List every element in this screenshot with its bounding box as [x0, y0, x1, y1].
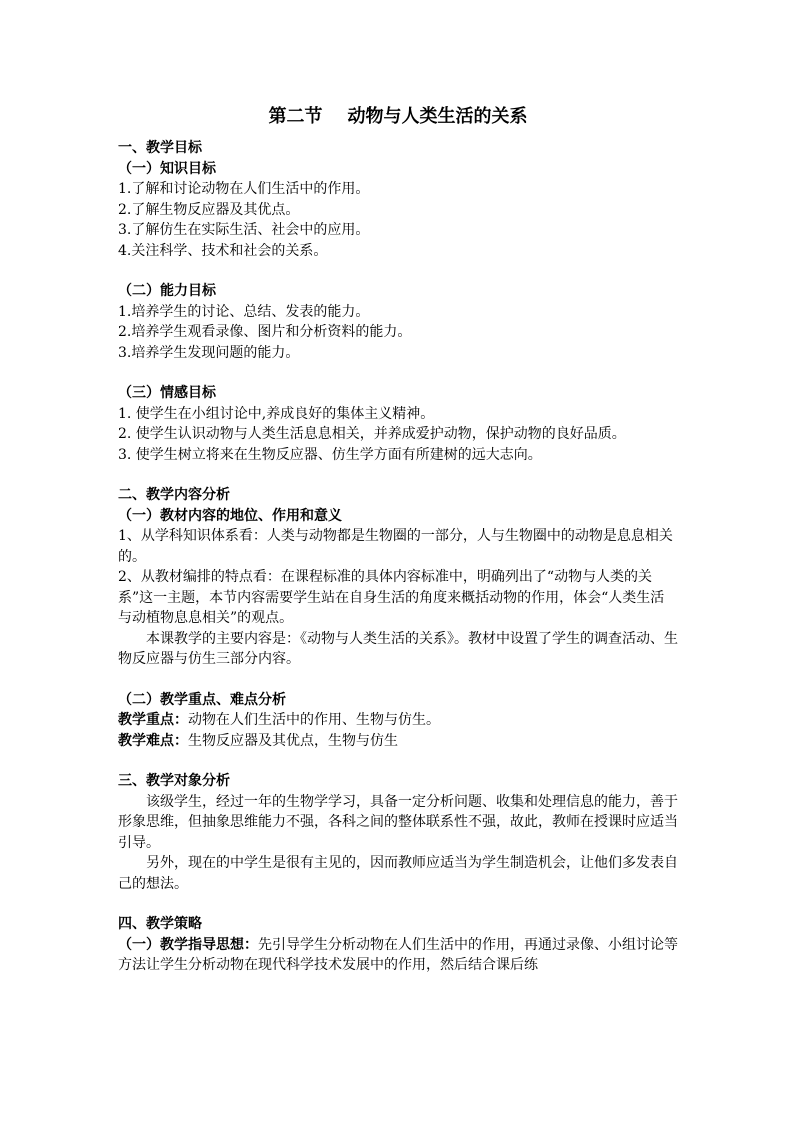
guiding-idea-label: （一）教学指导思想：	[118, 936, 258, 953]
difficult-point-text: 生物反应器及其优点，生物与仿生	[188, 732, 398, 749]
paragraph: 另外，现在的中学生是很有主见的，因而教师应适当为学生制造机会，让他们多发表自己的想法。	[118, 855, 678, 892]
guiding-idea-text: 先引导学生分析动物在人们生活中的作用，再通过录像、小组讨论等方法让学生分析动物在现代科学技术发展中的作用，然后结合课后练	[118, 936, 678, 973]
paragraph	[118, 935, 678, 976]
difficult-point-line	[118, 731, 678, 752]
list-item: 2、从教材编排的特点看：在课程标准的具体内容标准中，明确列出了“动物与人类的关系”这一主题，本节内容需要学生站在自身生活的角度来概括动物的作用，体会“人类生活与动植物息息相关”的观点。	[118, 569, 665, 626]
spacer	[118, 363, 678, 383]
subheading-knowledge-goals: （一）知识目标	[118, 160, 216, 177]
spacer	[118, 751, 678, 771]
key-point-line	[118, 710, 678, 731]
list-item: 3. 使学生树立将来在生物反应器、仿生学方面有所建树的远大志向。	[118, 446, 542, 463]
subheading-emotional-goals: （三）情感目标	[118, 385, 216, 401]
list-item: 1.了解和讨论动物在人们生活中的作用。	[118, 181, 370, 197]
list-item: 1、从学科知识体系看：人类与动物都是生物圈的一部分，人与生物圈中的动物是息息相关的。	[118, 528, 673, 565]
page-title: 第二节 动物与人类生活的关系	[268, 106, 528, 127]
subheading-key-difficult-points: （二）教学重点、难点分析	[118, 691, 286, 708]
spacer	[118, 261, 678, 281]
section-heading-objectives: 一、教学目标	[118, 140, 202, 156]
paragraph: 该级学生，经过一年的生物学学习，具备一定分析问题、收集和处理信息的能力，善于形象思维，但抽象思维能力不强，各科之间的整体联系性不强，故此，教师在授课时应适当引导。	[118, 793, 678, 851]
list-item: 3.培养学生发现问题的能力。	[118, 344, 300, 361]
subheading-textbook-position: （一）教材内容的地位、作用和意义	[118, 507, 342, 524]
difficult-point-label: 教学难点：	[118, 732, 188, 749]
list-item: 3.了解仿生在实际生活、社会中的应用。	[118, 222, 370, 238]
document-page	[118, 103, 678, 976]
list-item: 2.了解生物反应器及其优点。	[118, 201, 300, 218]
paragraph: 本课教学的主要内容是：《动物与人类生活的关系》。教材中设置了学生的调查活动、生物反应器与仿生三部分内容。	[118, 630, 678, 667]
section-heading-content-analysis: 二、教学内容分析	[118, 487, 230, 503]
spacer	[118, 670, 678, 690]
section-heading-teaching-strategy: 四、教学策略	[118, 916, 202, 932]
list-item: 2.培养学生观看录像、图片和分析资料的能力。	[118, 324, 412, 340]
key-point-label: 教学重点：	[118, 712, 188, 728]
spacer	[118, 465, 678, 485]
list-item: 1. 使学生在小组讨论中,养成良好的集体主义精神。	[118, 405, 435, 422]
subheading-ability-goals: （二）能力目标	[118, 283, 216, 299]
list-item: 4.关注科学、技术和社会的关系。	[118, 242, 328, 259]
list-item: 1.培养学生的讨论、总结、发表的能力。	[118, 303, 370, 320]
list-item: 2. 使学生认识动物与人类生活息息相关，并养成爱护动物，保护动物的良好品质。	[118, 426, 626, 442]
spacer	[118, 894, 678, 914]
section-heading-learner-analysis: 三、教学对象分析	[118, 773, 230, 789]
key-point-text: 动物在人们生活中的作用、生物与仿生。	[188, 712, 440, 728]
